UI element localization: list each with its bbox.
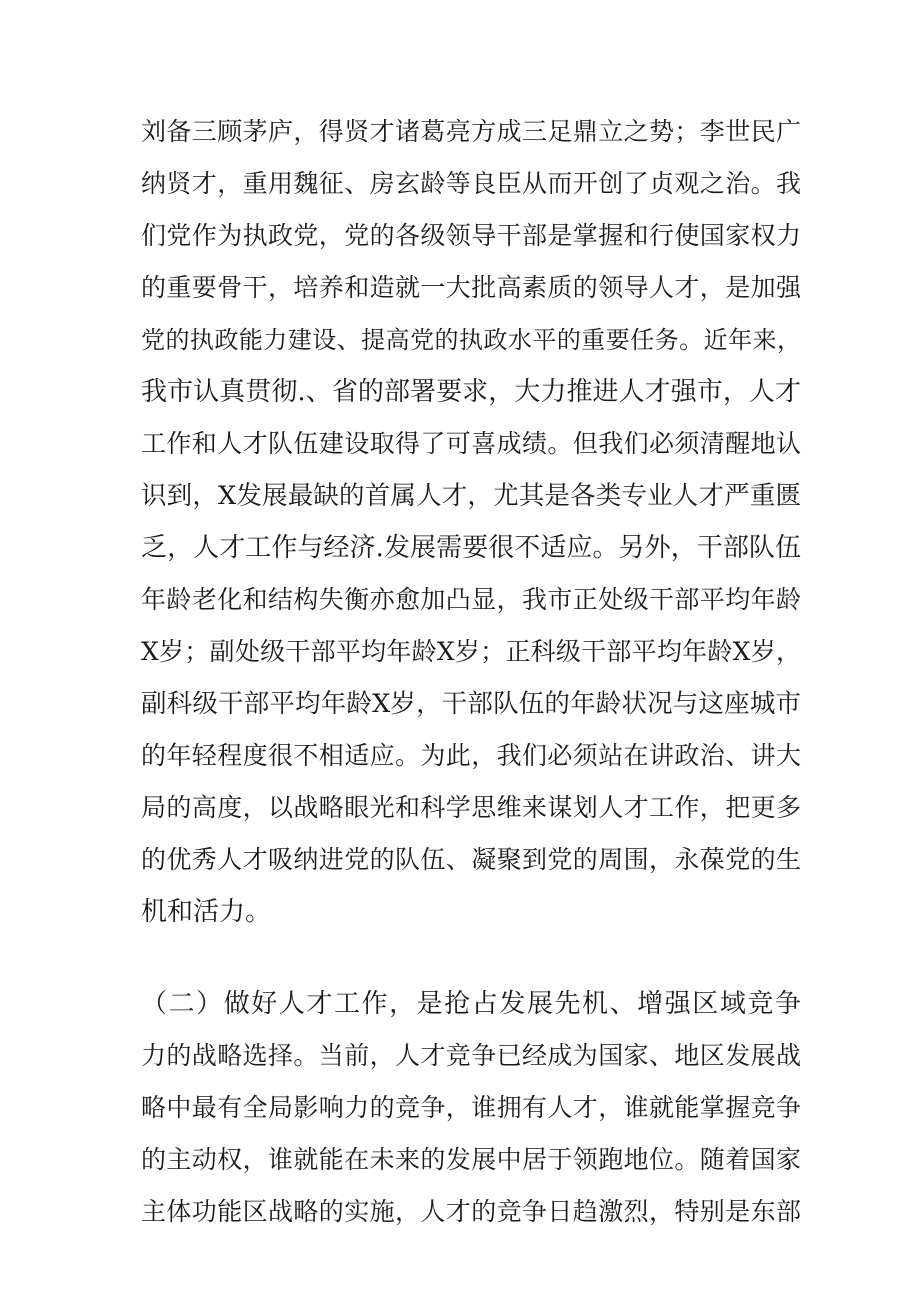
paragraph-1-line-16: 机和活力。 bbox=[141, 897, 272, 927]
paragraph-1-line-8: 识到，X发展最缺的首属人才，尤其是各类专业人才严重匮 bbox=[141, 481, 801, 511]
paragraph-1-line-10: 年龄老化和结构失衡亦愈加凸显，我市正处级干部平均年龄 bbox=[141, 585, 801, 614]
paragraph-1-line-11: X岁；副处级干部平均年龄X岁；正科级干部平均年龄X岁， bbox=[141, 637, 801, 666]
paragraph-1-line-4: 的重要骨干，培养和造就一大批高素质的领导人才，是加强 bbox=[141, 273, 801, 302]
paragraph-1-line-1: 刘备三顾茅庐，得贤才诸葛亮方成三足鼎立之势；李世民广 bbox=[141, 117, 801, 146]
paragraph-1-line-7: 工作和人才队伍建设取得了可喜成绩。但我们必须清醒地认 bbox=[141, 429, 801, 458]
paragraph-2-line-1: （二）做好人才工作，是抢占发展先机、增强区域竞争 bbox=[141, 989, 801, 1019]
paragraph-2-line-2: 力的战略选择。当前，人才竞争已经成为国家、地区发展战 bbox=[141, 1041, 801, 1070]
paragraph-1-line-15: 的优秀人才吸纳进党的队伍、凝聚到党的周围，永葆党的生 bbox=[141, 845, 801, 874]
paragraph-1-line-9: 乏，人才工作与经济.发展需要很不适应。另外，干部队伍 bbox=[141, 533, 801, 563]
paragraph-2-line-4: 的主动权，谁就能在未来的发展中居于领跑地位。随着国家 bbox=[141, 1145, 801, 1174]
paragraph-1-line-13: 的年轻程度很不相适应。为此，我们必须站在讲政治、讲大 bbox=[141, 741, 801, 770]
paragraph-1-line-14: 局的高度，以战略眼光和科学思维来谋划人才工作，把更多 bbox=[141, 793, 801, 822]
paragraph-2-line-3: 略中最有全局影响力的竞争，谁拥有人才，谁就能掌握竞争 bbox=[141, 1093, 801, 1122]
paragraph-1-line-12: 副科级干部平均年龄X岁，干部队伍的年龄状况与这座城市 bbox=[141, 689, 801, 719]
paragraph-1-line-2: 纳贤才，重用魏征、房玄龄等良臣从而开创了贞观之治。我 bbox=[141, 169, 801, 198]
paragraph-1-line-6: 我市认真贯彻.、省的部署要求，大力推进人才强市，人才 bbox=[141, 377, 801, 407]
paragraph-2-line-5: 主体功能区战略的实施，人才的竞争日趋激烈，特别是东部 bbox=[141, 1197, 801, 1226]
paragraph-1-line-5: 党的执政能力建设、提高党的执政水平的重要任务。近年来， bbox=[141, 326, 801, 354]
paragraph-1-line-3: 们党作为执政党，党的各级领导干部是掌握和行使国家权力 bbox=[141, 221, 801, 250]
